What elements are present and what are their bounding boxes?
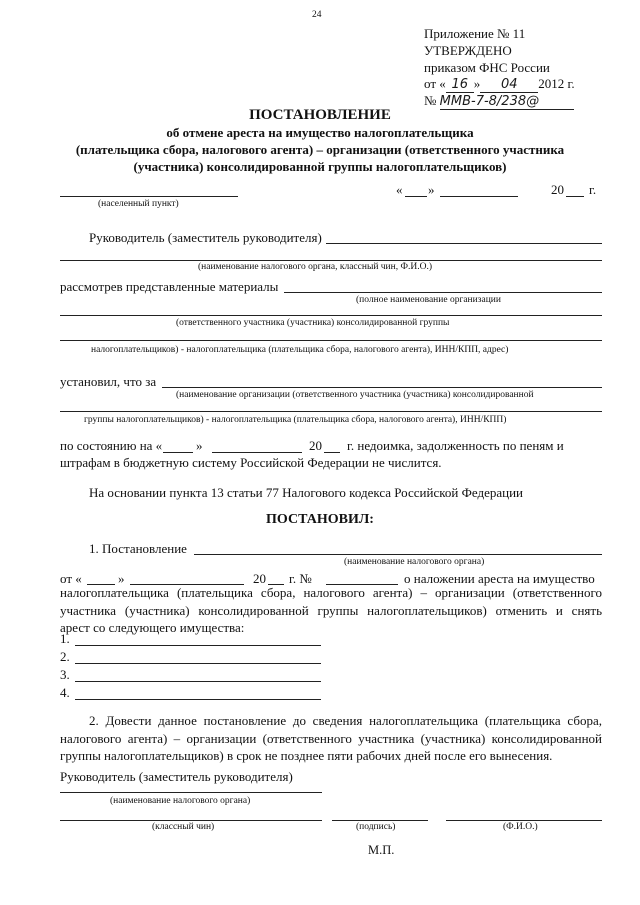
property-item-3-line: [75, 681, 321, 682]
place-caption: (населенный пункт): [98, 199, 179, 209]
head-label: Руководитель (заместитель руководителя): [89, 230, 322, 245]
date-close-quote: »: [428, 182, 435, 197]
established-caption-2: группы налогоплательщиков) - налогоплательщика (плательщика сбора, налогового агента), ИНН/КПП): [84, 415, 507, 425]
date-mid: »: [473, 76, 481, 91]
date-month-line: [440, 196, 518, 197]
signature-label: Руководитель (заместитель руководителя): [60, 769, 293, 784]
status-year-line: [324, 452, 340, 453]
item2-paragraph: 2. Довести данное постановление до сведения налогоплательщика (плательщика сбора, налогового агента) – организации (ответственного участника (участника) консолидированной: [60, 713, 602, 746]
established-line-2: [60, 411, 602, 412]
item2-last-line: группы налогоплательщиков) в срок не позднее пяти рабочих дней после его вынесения.: [60, 748, 553, 763]
approval-date: [424, 76, 575, 93]
approved-label: УТВЕРЖДЕНО: [424, 43, 512, 58]
basis-text: На основании пункта 13 статьи 77 Налогового кодекса Российской Федерации: [89, 485, 523, 500]
materials-label: рассмотрев представленные материалы: [60, 279, 279, 294]
item1-year: 20: [253, 571, 266, 586]
materials-fill-line: [284, 292, 602, 293]
materials-caption-1: (полное наименование организации: [356, 295, 501, 305]
materials-caption-3: налогоплательщиков) - налогоплательщика (плательщика сбора, налогового агента), ИНН/КПП, адрес): [91, 345, 509, 355]
established-caption-1: (наименование организации (ответственного участника (участника) консолидированной: [176, 390, 534, 400]
property-item-1-number: 1.: [60, 631, 70, 646]
item1-from-prefix: от «: [60, 571, 82, 586]
item1-label: 1. Постановление: [89, 541, 187, 556]
status-month-line: [212, 452, 302, 453]
signature-rank-caption: (классный чин): [152, 822, 215, 832]
materials-caption-2: (ответственного участника (участника) консолидированной группы: [176, 318, 450, 328]
page-number: 24: [312, 10, 322, 20]
status-line-2: штрафам в бюджетную систему Российской Федерации не числится.: [60, 455, 442, 470]
item1-year-suffix: г. №: [289, 571, 312, 586]
date-open-quote: «: [396, 182, 403, 197]
date-year-line: [566, 196, 584, 197]
materials-line-3: [60, 340, 602, 341]
status-day-line: [163, 452, 193, 453]
property-item-2-line: [75, 663, 321, 664]
title-line-3: (участника) консолидированной группы налогоплательщиков): [133, 159, 507, 174]
head-line-2: [60, 260, 602, 261]
materials-line-2: [60, 315, 602, 316]
status-prefix: по состоянию на «: [60, 438, 163, 453]
property-item-3-number: 3.: [60, 667, 70, 682]
item1-paragraph: налогоплательщика (плательщика сбора, налогового агента) – организации (ответственного участника (участника) консолидированной группы налогоплательщиков) отменить и снять: [60, 585, 602, 618]
signature-sign-line: [332, 820, 428, 821]
item1-caption: (наименование налогового органа): [344, 557, 485, 567]
place-line: [60, 196, 238, 197]
property-item-4-line: [75, 699, 321, 700]
established-fill-line: [162, 387, 602, 388]
order-label: приказом ФНС России: [424, 60, 550, 75]
item1-fill-line: [194, 554, 602, 555]
title-line-2: (плательщика сбора, налогового агента) – организации (ответственного участника: [75, 142, 565, 157]
established-label: установил, что за: [60, 374, 157, 389]
date-day-line: [405, 196, 427, 197]
item1-from-mid: »: [118, 571, 125, 586]
head-caption: (наименование налогового органа, классный чин, Ф.И.О.): [198, 262, 432, 272]
property-item-2-number: 2.: [60, 649, 70, 664]
property-item-1-line: [75, 645, 321, 646]
item1-text-tail: о наложении ареста на имущество: [404, 571, 595, 586]
date-year-suffix: г.: [589, 182, 597, 197]
number-value: ММВ-7-8/238@: [440, 94, 574, 110]
title-line-1: об отмене ареста на имущество налогоплательщика: [166, 125, 474, 140]
date-month: 04: [480, 77, 538, 93]
status-mid: »: [196, 438, 203, 453]
decided-heading: ПОСТАНОВИЛ:: [266, 512, 374, 527]
date-day: 16: [446, 77, 474, 93]
stamp-place: М.П.: [368, 843, 395, 857]
item1-last-line: арест со следующего имущества:: [60, 620, 245, 635]
property-item-4-number: 4.: [60, 685, 70, 700]
status-year: 20: [309, 438, 322, 453]
signature-sign-caption: (подпись): [356, 822, 396, 832]
signature-org-line: [60, 792, 322, 793]
signature-name-caption: (Ф.И.О.): [503, 822, 538, 832]
signature-rank-line: [60, 820, 322, 821]
signature-name-line: [446, 820, 602, 821]
document-title: ПОСТАНОВЛЕНИЕ: [249, 107, 391, 123]
number-prefix: №: [424, 93, 437, 108]
date-prefix: от «: [424, 76, 446, 91]
date-year: 2012 г.: [538, 76, 575, 91]
status-text: г. недоимка, задолженность по пеням и: [347, 438, 564, 453]
appendix-label: Приложение № 11: [424, 26, 526, 41]
head-fill-line: [326, 243, 602, 244]
signature-org-caption: (наименование налогового органа): [110, 796, 251, 806]
date-year-prefix: 20: [551, 182, 564, 197]
